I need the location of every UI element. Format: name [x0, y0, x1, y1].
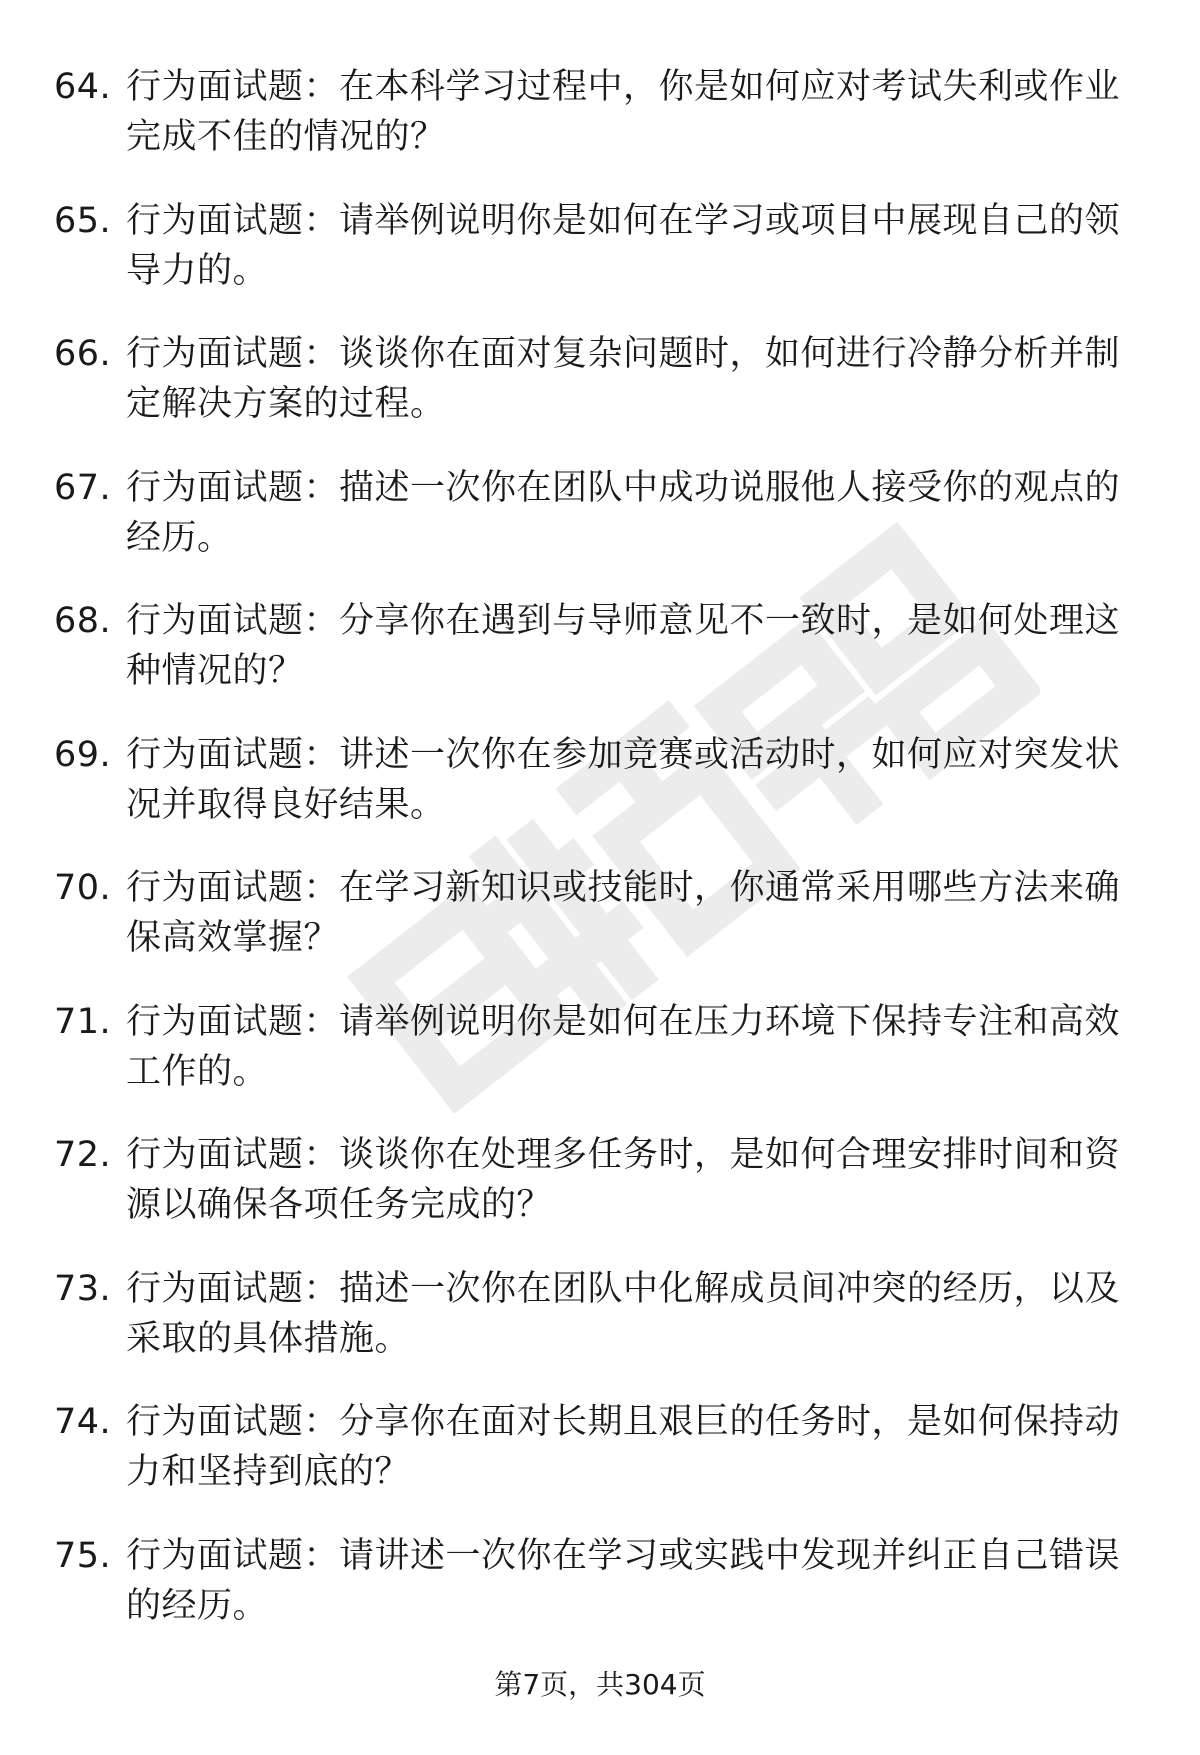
list-item — [54, 1130, 1154, 1230]
question-text: 行为面试题：分享你在遇到与导师意见不一致时，是如何处理这种情况的？ — [126, 601, 1121, 691]
question-number: 70. — [54, 868, 112, 908]
question-number: 64. — [54, 67, 112, 107]
question-number: 65. — [54, 200, 112, 241]
list-item — [54, 329, 1154, 429]
question-text: 行为面试题：分享你在面对长期且艰巨的任务时，是如何保持动力和坚持到底的？ — [126, 1402, 1121, 1492]
question-text: 行为面试题：描述一次你在团队中化解成员间冲突的经历，以及采取的具体措施。 — [126, 1268, 1121, 1359]
list-item — [54, 863, 1154, 963]
question-text: 行为面试题：讲述一次你在参加竞赛或活动时，如何应对突发状况并取得良好结果。 — [126, 734, 1121, 825]
question-number: 68. — [54, 601, 112, 641]
question-text: 行为面试题：在学习新知识或技能时，你通常采用哪些方法来确保高效掌握？ — [126, 868, 1121, 958]
question-number: 71. — [54, 1001, 112, 1042]
question-number: 67. — [54, 467, 112, 508]
list-item — [54, 997, 1154, 1097]
question-text: 行为面试题：请举例说明你是如何在压力环境下保持专注和高效工作的。 — [126, 1001, 1121, 1092]
list-item — [54, 1264, 1154, 1364]
question-number: 69. — [54, 734, 112, 775]
page-number-footer: 第7页，共304页 — [494, 1668, 706, 1701]
question-text: 行为面试题：请举例说明你是如何在学习或项目中展现自己的领导力的。 — [126, 200, 1121, 291]
question-number: 75. — [54, 1535, 112, 1576]
question-list — [54, 62, 1154, 1664]
list-item — [54, 730, 1154, 830]
question-number: 74. — [54, 1402, 112, 1442]
list-item — [54, 596, 1154, 696]
list-item — [54, 62, 1154, 162]
list-item — [54, 1397, 1154, 1497]
list-item — [54, 1531, 1154, 1631]
question-text: 行为面试题：请讲述一次你在学习或实践中发现并纠正自己错误的经历。 — [126, 1535, 1121, 1626]
question-number: 72. — [54, 1135, 112, 1175]
question-number: 66. — [54, 334, 112, 374]
list-item — [54, 196, 1154, 296]
question-text: 行为面试题：描述一次你在团队中成功说服他人接受你的观点的经历。 — [126, 467, 1121, 558]
question-text: 行为面试题：在本科学习过程中，你是如何应对考试失利或作业完成不佳的情况的？ — [126, 67, 1121, 157]
question-text: 行为面试题：谈谈你在面对复杂问题时，如何进行冷静分析并制定解决方案的过程。 — [126, 334, 1121, 424]
question-number: 73. — [54, 1268, 112, 1309]
question-text: 行为面试题：谈谈你在处理多任务时，是如何合理安排时间和资源以确保各项任务完成的？ — [126, 1135, 1121, 1225]
list-item — [54, 463, 1154, 563]
